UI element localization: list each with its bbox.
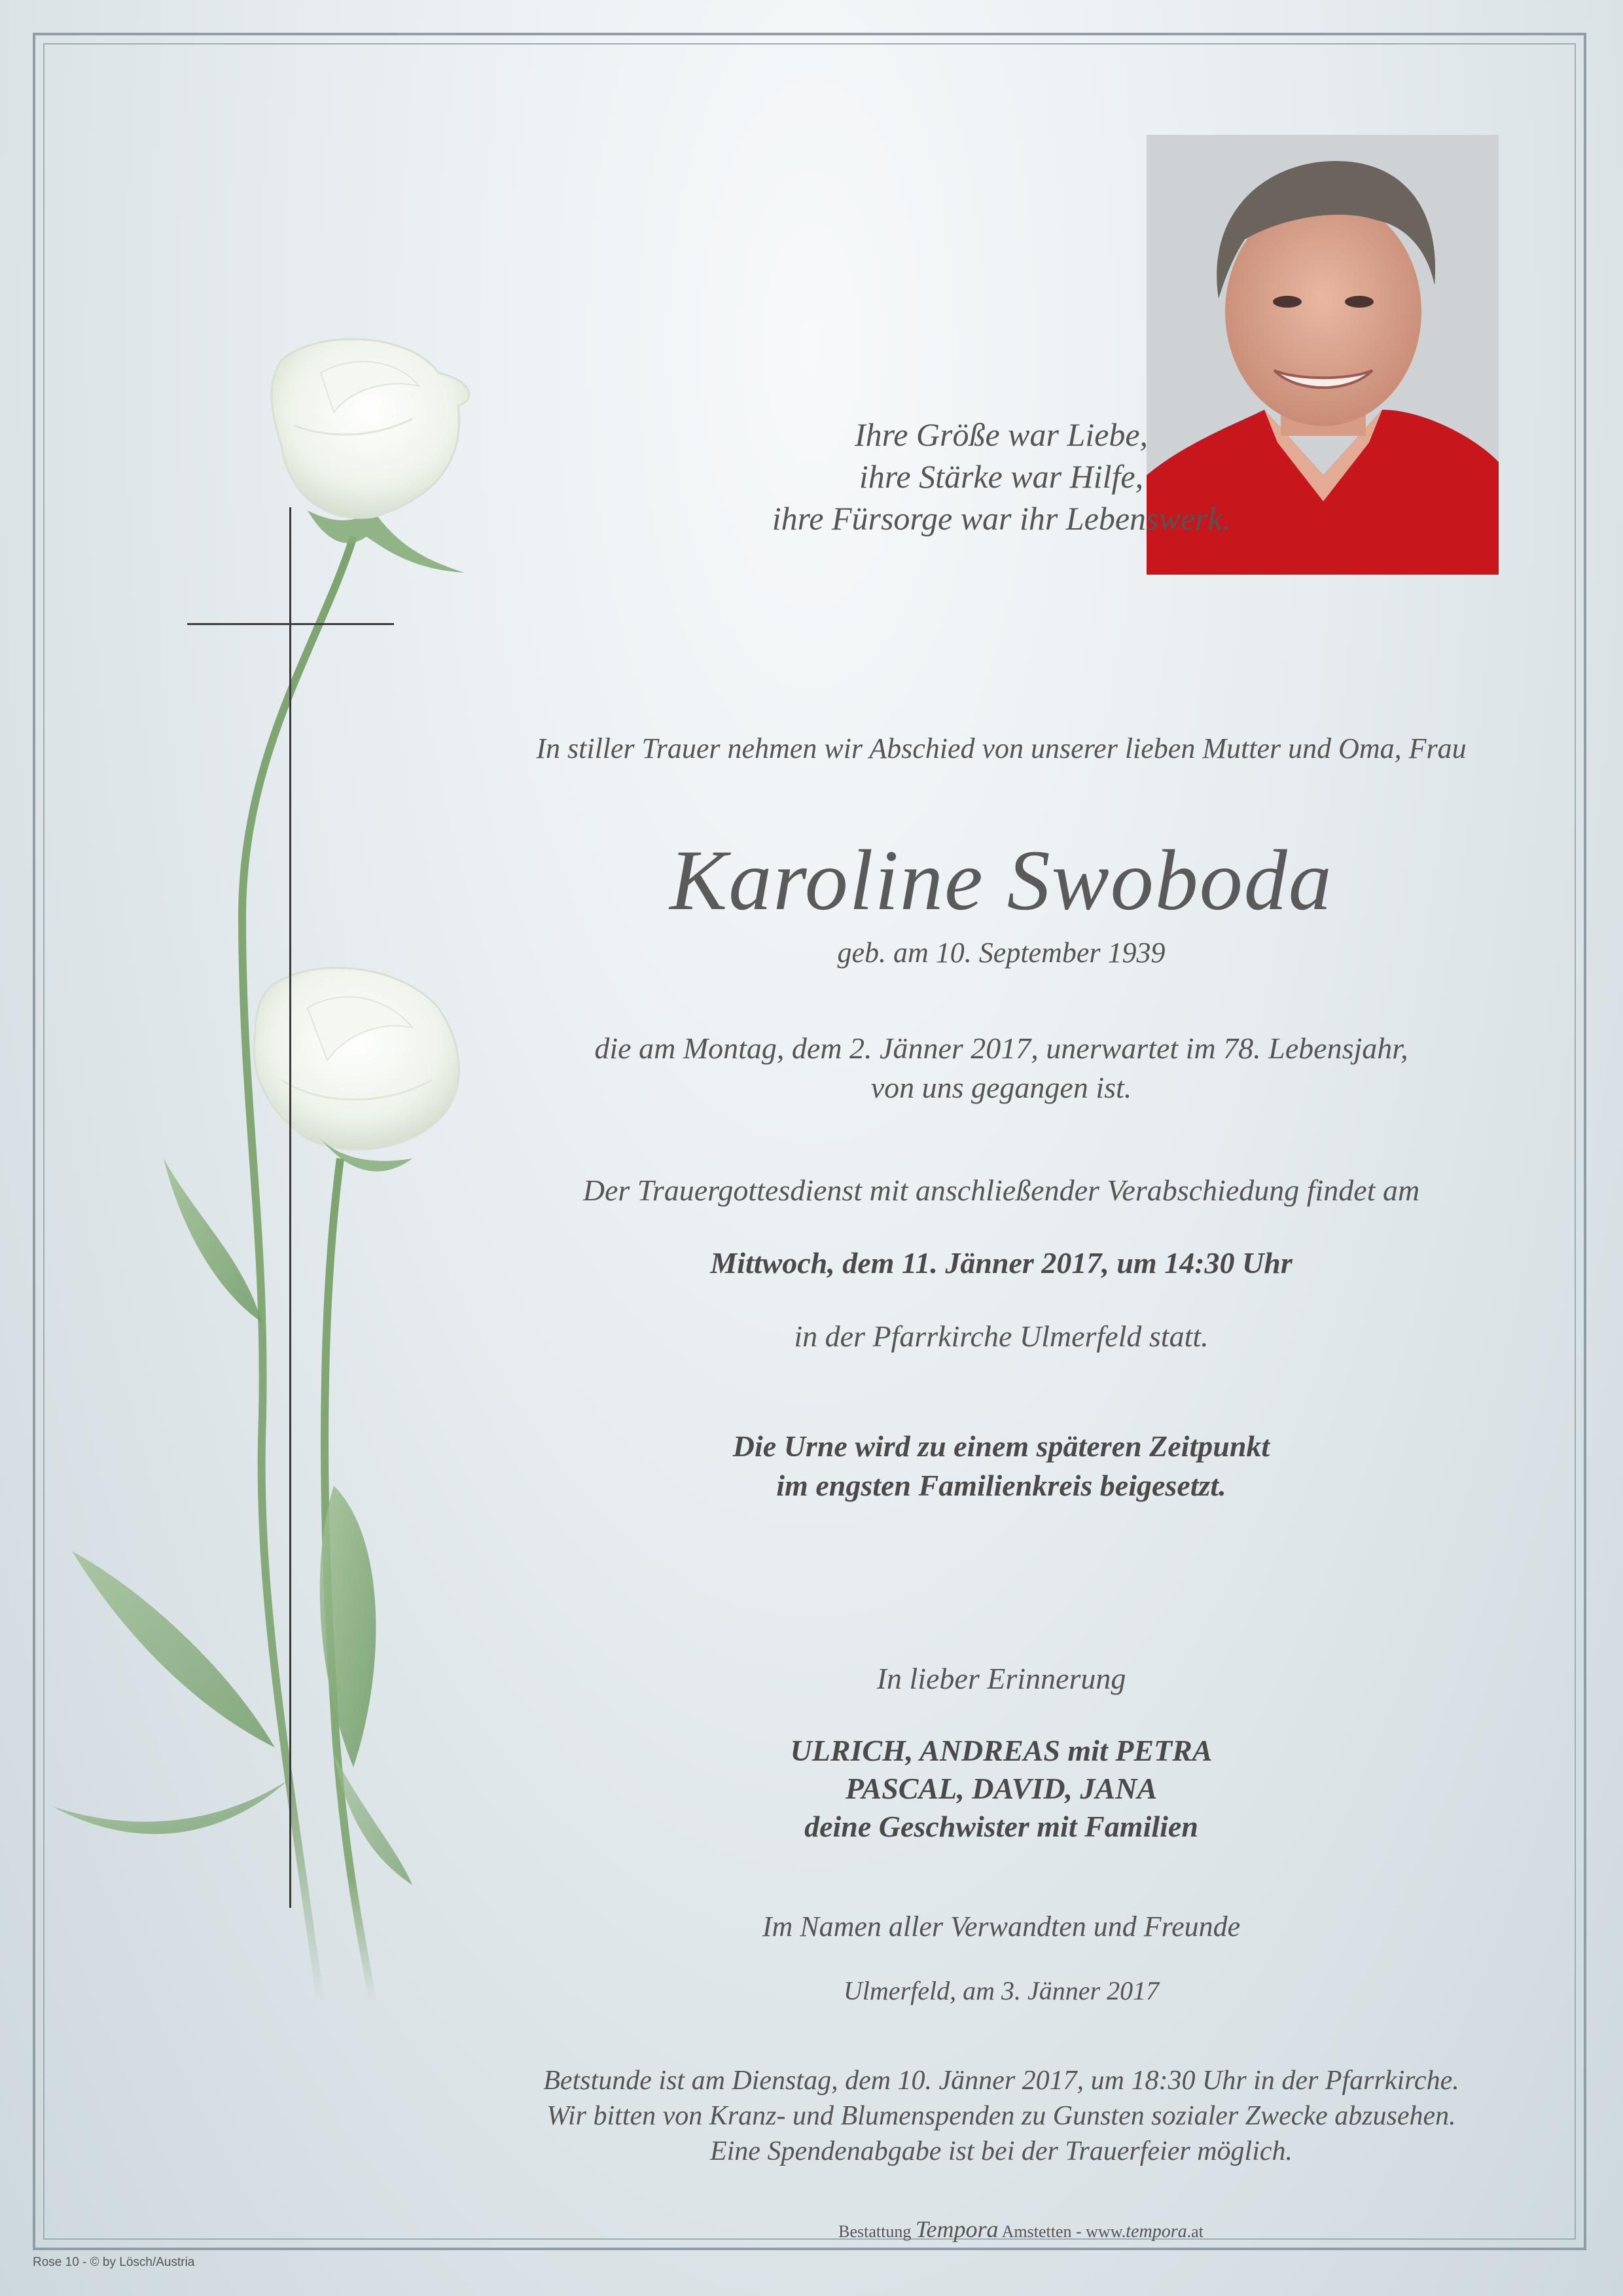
lower-rose-bloom bbox=[254, 968, 459, 1172]
footer-suffix: Amstetten - www. bbox=[1001, 2222, 1126, 2241]
service-date: Mittwoch, dem 11. Jänner 2017, um 14:30 Uhr bbox=[710, 1246, 1293, 1280]
place-and-date: Ulmerfeld, am 3. Jänner 2017 bbox=[843, 1976, 1160, 2005]
service-location: in der Pfarrkirche Ulmerfeld statt. bbox=[794, 1319, 1209, 1353]
memorial-quote bbox=[445, 414, 1558, 539]
footer-prefix: Bestattung bbox=[838, 2222, 912, 2241]
note-line: Eine Spendenabgabe ist bei der Trauerfeier möglich. bbox=[709, 2136, 1293, 2166]
birth-date: geb. am 10. September 1939 bbox=[837, 937, 1166, 969]
family-line: PASCAL, DAVID, JANA bbox=[845, 1772, 1158, 1805]
urn-notice-line: im engsten Familienkreis beigesetzt. bbox=[776, 1469, 1226, 1502]
cross-vertical-bar bbox=[289, 507, 291, 1908]
leaf bbox=[164, 1158, 262, 1322]
quote-line: ihre Stärke war Hilfe, bbox=[859, 458, 1144, 495]
urn-notice bbox=[445, 1427, 1558, 1505]
quote-line: ihre Fürsorge war ihr Lebenswerk. bbox=[772, 500, 1231, 537]
death-notice-line: die am Montag, dem 2. Jänner 2017, unerwartet im 78. Lebensjahr, bbox=[594, 1031, 1408, 1065]
copyright-notice: Rose 10 - © by Lösch/Austria bbox=[33, 2255, 195, 2269]
note-line: Wir bitten von Kranz- und Blumenspenden zu Gunsten sozialer Zwecke abzusehen. bbox=[546, 2101, 1456, 2131]
relatives-line: Im Namen aller Verwandten und Freunde bbox=[762, 1910, 1241, 1943]
footer-url-suffix: .at bbox=[1186, 2222, 1204, 2241]
urn-notice-line: Die Urne wird zu einem späteren Zeitpunkt bbox=[732, 1429, 1270, 1463]
family-line: ULRICH, ANDREAS mit PETRA bbox=[790, 1734, 1213, 1767]
upper-rose-bloom bbox=[272, 339, 469, 518]
leaf bbox=[52, 1780, 288, 1834]
undertaker-footer bbox=[772, 2215, 1270, 2243]
footer-url-brand: tempora bbox=[1126, 2221, 1187, 2242]
family-line: deine Geschwister mit Familien bbox=[804, 1810, 1198, 1843]
white-roses-illustration bbox=[46, 327, 491, 2042]
additional-notes bbox=[445, 2063, 1558, 2169]
quote-line: Ihre Größe war Liebe, bbox=[854, 416, 1149, 453]
farewell-intro: In stiller Trauer nehmen wir Abschied von unserer lieben Mutter und Oma, Frau bbox=[536, 732, 1467, 764]
leaf bbox=[320, 1486, 376, 1767]
death-notice bbox=[445, 1029, 1558, 1107]
leaf bbox=[72, 1551, 275, 1748]
upper-rose-sepals bbox=[308, 511, 465, 573]
family-mourners bbox=[445, 1732, 1558, 1846]
deceased-name: Karoline Swoboda bbox=[669, 832, 1333, 928]
death-notice-line: von uns gegangen ist. bbox=[870, 1071, 1132, 1104]
in-memory-heading: In lieber Erinnerung bbox=[876, 1662, 1126, 1695]
service-intro: Der Trauergottesdienst mit anschließender Verabschiedung findet am bbox=[582, 1174, 1420, 1207]
tempora-logo: Tempora bbox=[915, 2216, 999, 2242]
cross-horizontal-bar bbox=[187, 623, 394, 625]
note-line: Betstunde ist am Dienstag, dem 10. Jänner 2017, um 18:30 Uhr in der Pfarrkirche. bbox=[543, 2066, 1459, 2096]
